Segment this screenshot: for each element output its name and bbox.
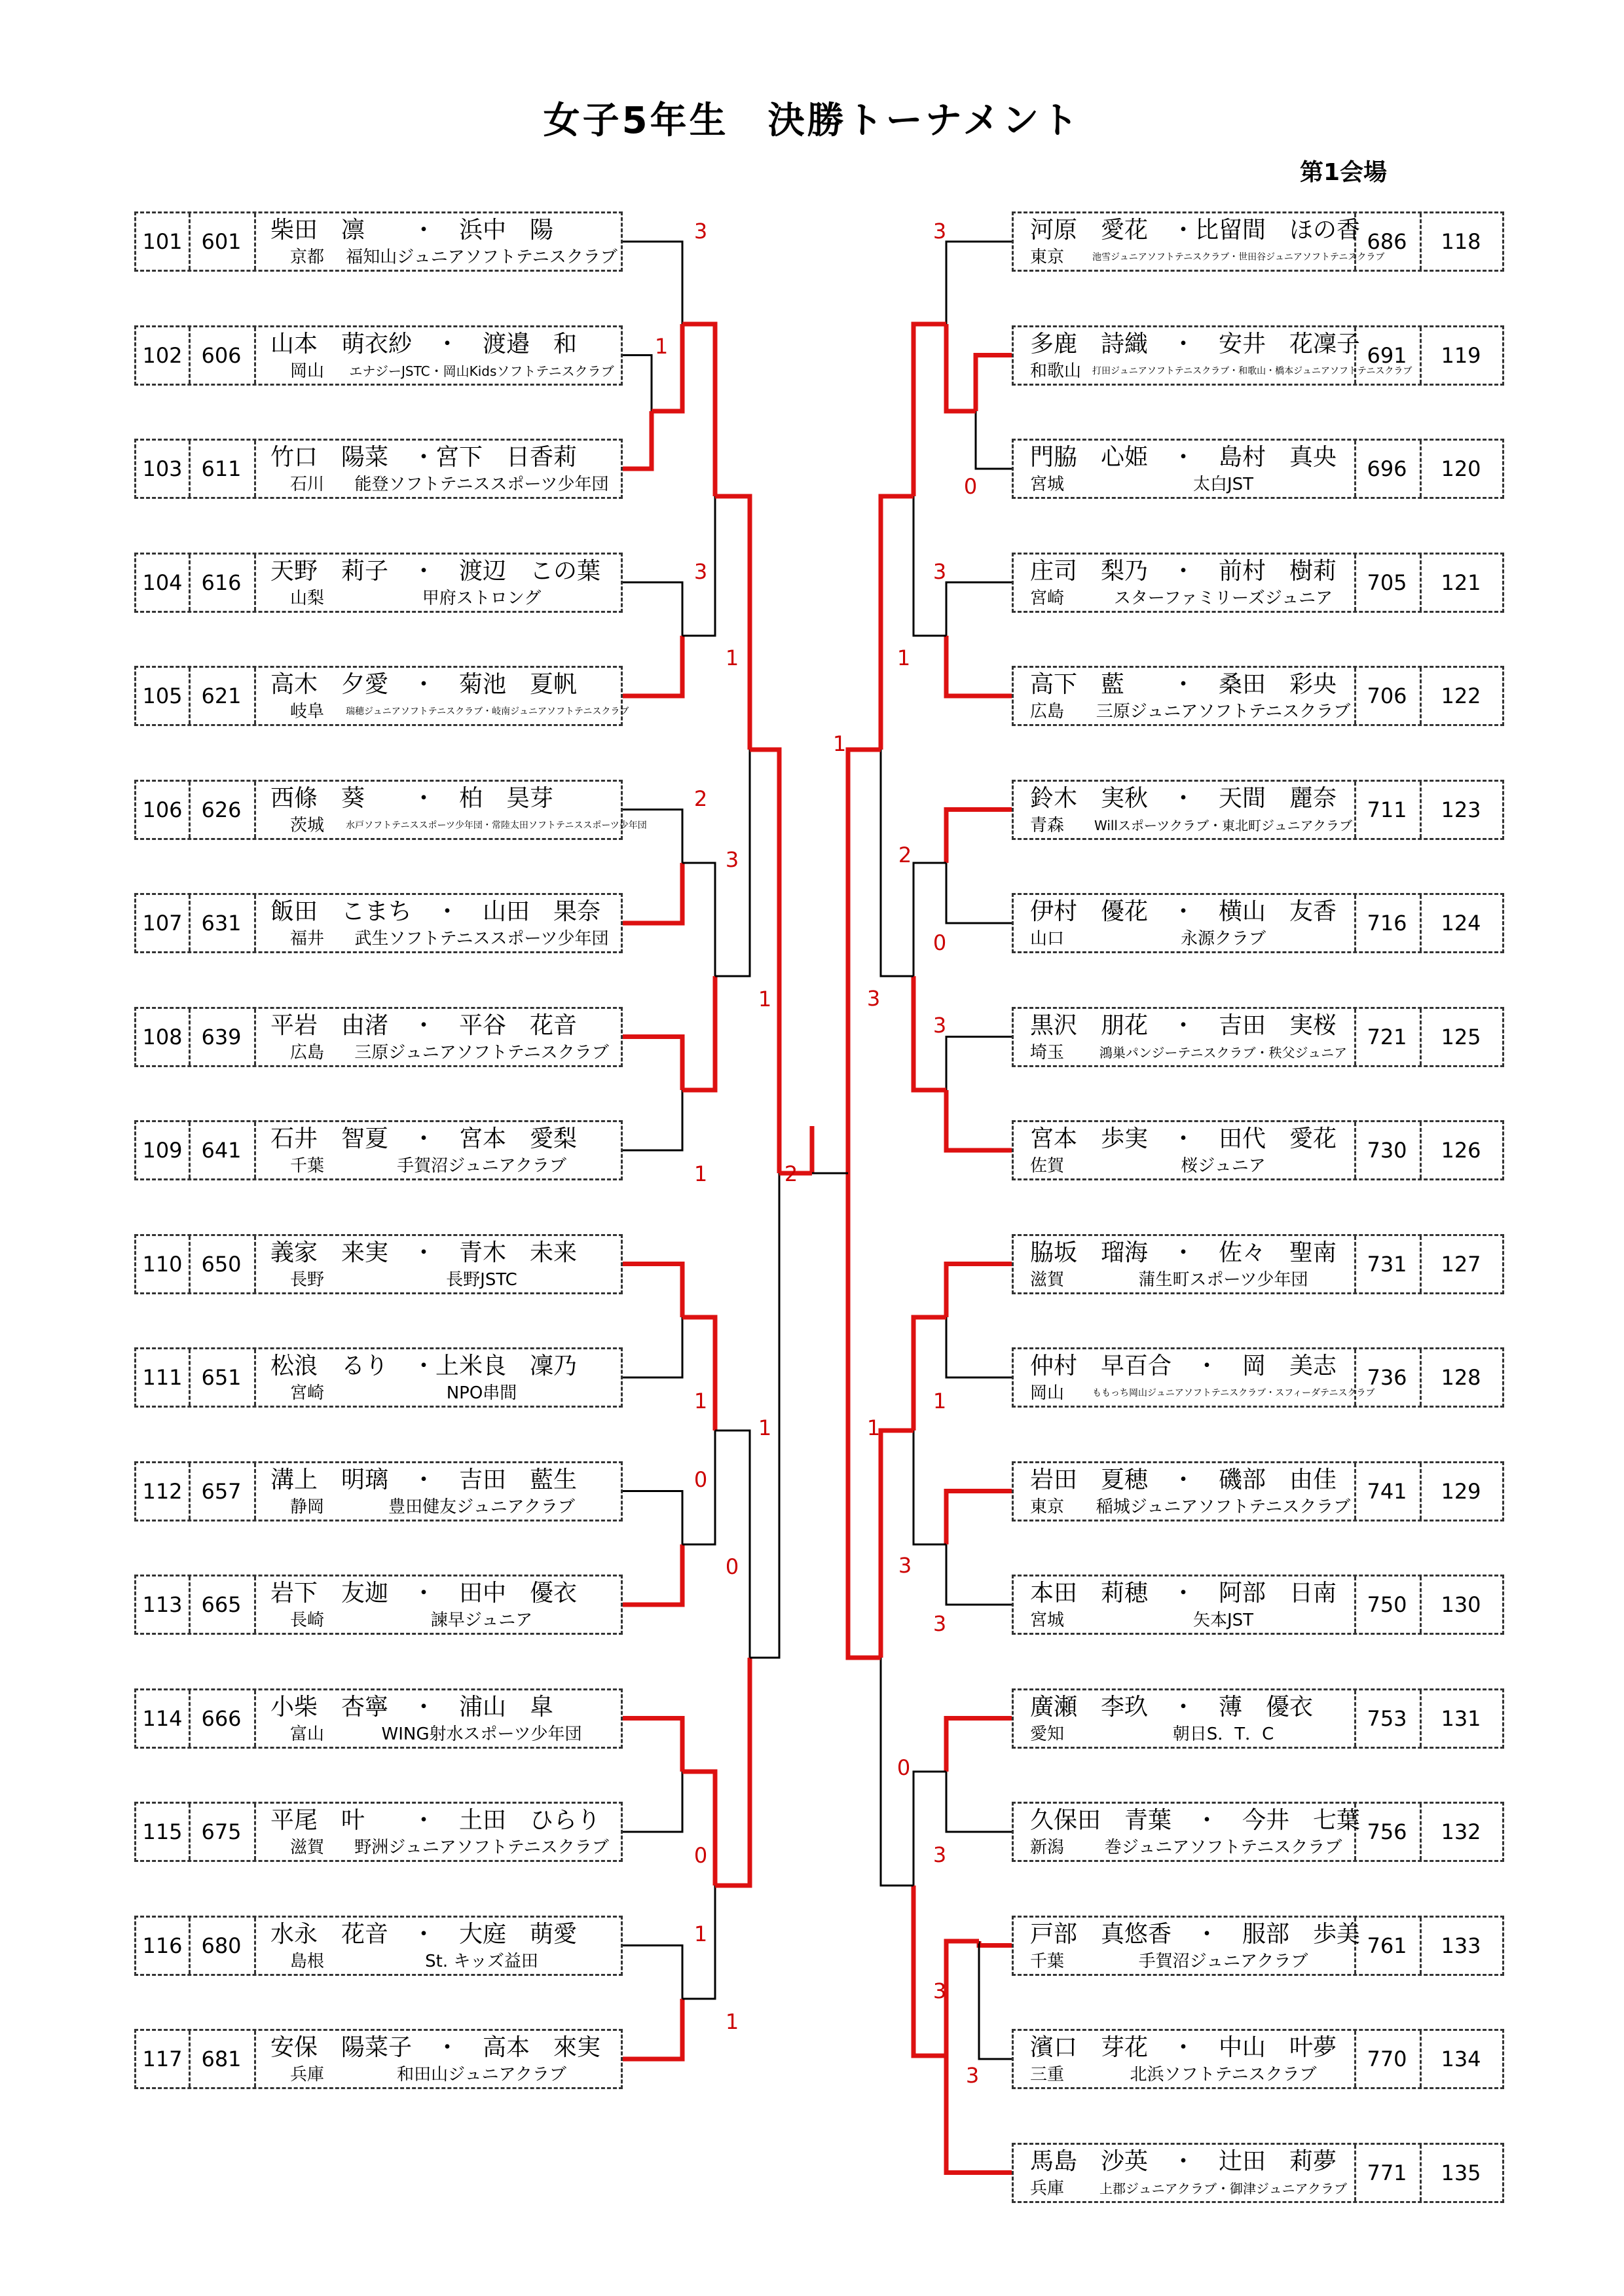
bracket-line xyxy=(946,1544,1012,1605)
score-l106: 2 xyxy=(693,786,708,811)
player-names: 安保 陽菜子 ・ 高本 來実 xyxy=(270,2034,601,2061)
club-name: 瑞穂ジュニアソフトテニスクラブ・岐南ジュニアソフトテニスクラブ xyxy=(346,706,629,717)
player-names: 柴田 凛 ・ 浜中 陽 xyxy=(270,217,554,244)
seed-number: 109 xyxy=(142,1138,183,1163)
winner-path xyxy=(623,1719,682,1772)
prefecture: 千葉 xyxy=(1030,1951,1065,1971)
winner-path xyxy=(946,636,1012,696)
winner-path xyxy=(946,1941,979,2056)
entry-code: 631 xyxy=(201,911,242,936)
winner-path xyxy=(848,750,881,1173)
prefecture: 宮城 xyxy=(1030,475,1065,494)
prefecture: 茨城 xyxy=(290,815,325,835)
seed-number: 132 xyxy=(1441,1819,1481,1844)
seed-number: 125 xyxy=(1441,1024,1481,1049)
club-name: 和田山ジュニアクラブ xyxy=(397,2065,566,2085)
score-r131: 3 xyxy=(898,1553,912,1578)
seed-number: 120 xyxy=(1441,456,1481,481)
seed-number: 133 xyxy=(1441,1933,1481,1958)
bracket-line xyxy=(623,355,652,412)
entry-code: 736 xyxy=(1367,1365,1407,1390)
prefecture: 東京 xyxy=(1030,247,1065,267)
score-r123: 1 xyxy=(832,731,847,756)
winner-path xyxy=(715,1658,750,1886)
club-name: 福知山ジュニアソフトテニスクラブ xyxy=(346,247,618,267)
entry-code: 730 xyxy=(1367,1138,1407,1163)
prefecture: 三重 xyxy=(1030,2065,1065,2085)
club-name: 打田ジュニアソフトテニスクラブ・和歌山・橋本ジュニアソフトテニスクラブ xyxy=(1092,365,1412,376)
seed-number: 102 xyxy=(142,342,183,368)
club-name: 野洲ジュニアソフトテニスクラブ xyxy=(354,1838,609,1857)
entry-code: 621 xyxy=(201,683,242,708)
entry-code: 696 xyxy=(1367,456,1407,481)
entry-code: 675 xyxy=(201,1819,242,1844)
seed-number: 126 xyxy=(1441,1138,1481,1163)
seed-number: 119 xyxy=(1441,342,1481,368)
score-r120: 0 xyxy=(963,474,978,499)
club-name: 三原ジュニアソフトテニスクラブ xyxy=(1096,702,1351,721)
score-l105: 1 xyxy=(725,646,739,670)
entry-code: 705 xyxy=(1367,570,1407,595)
winner-path xyxy=(881,496,913,750)
winner-path xyxy=(979,1941,1012,1946)
entry-code: 716 xyxy=(1367,911,1407,936)
entry-code: 771 xyxy=(1367,2160,1407,2185)
entry-code: 665 xyxy=(201,1592,242,1617)
player-names: 溝上 明璃 ・ 吉田 藍生 xyxy=(270,1466,578,1493)
player-names: 山本 萌衣紗 ・ 渡邉 和 xyxy=(270,330,578,357)
entry-code: 753 xyxy=(1367,1705,1407,1731)
entry-code: 666 xyxy=(201,1705,242,1731)
club-name: 池雪ジュニアソフトテニスクラブ・世田谷ジュニアソフトテニスクラブ xyxy=(1092,252,1385,263)
winner-path xyxy=(623,1037,682,1091)
entry-code: 606 xyxy=(201,342,242,368)
score-r121: 3 xyxy=(932,559,947,584)
seed-number: 107 xyxy=(142,911,183,936)
entry-code: 680 xyxy=(201,1933,242,1958)
prefecture: 宮崎 xyxy=(1030,588,1065,608)
score-final: 2 xyxy=(784,1161,798,1186)
entry-code: 770 xyxy=(1367,2047,1407,2071)
winner-path xyxy=(682,1317,715,1430)
winner-path xyxy=(682,976,715,1090)
prefecture: 石川 xyxy=(290,475,325,494)
bracket-line xyxy=(715,1430,750,1658)
prefecture: 佐賀 xyxy=(1030,1156,1065,1176)
prefecture: 山口 xyxy=(1030,929,1065,949)
score-r126: 3 xyxy=(932,1013,947,1038)
winner-path xyxy=(623,1544,682,1605)
prefecture: 新潟 xyxy=(1030,1838,1065,1857)
club-name: NPO串間 xyxy=(446,1383,517,1403)
prefecture: 福井 xyxy=(290,929,325,949)
winner-path xyxy=(750,750,779,1173)
prefecture: 宮城 xyxy=(1030,1611,1065,1630)
winner-path xyxy=(946,324,976,411)
seed-number: 128 xyxy=(1441,1365,1481,1390)
prefecture: 京都 xyxy=(290,247,325,267)
prefecture: 宮崎 xyxy=(290,1383,325,1403)
score-l101: 3 xyxy=(693,219,708,244)
page-title: 女子5年生 決勝トーナメント xyxy=(543,100,1081,142)
bracket-line xyxy=(946,583,1012,636)
bracket-line xyxy=(946,1317,1012,1377)
entry-code: 601 xyxy=(201,229,242,254)
player-names: 濱口 芽花 ・ 中山 叶夢 xyxy=(1030,2034,1337,2061)
winner-path xyxy=(881,1430,913,1658)
entry-code: 741 xyxy=(1367,1478,1407,1504)
score-r129: 1 xyxy=(866,1415,881,1440)
entry-code: 706 xyxy=(1367,683,1407,708)
player-names: 仲村 早百合 ・ 岡 美志 xyxy=(1030,1353,1337,1379)
club-name: 永源クラブ xyxy=(1180,929,1266,949)
prefecture: 滋賀 xyxy=(290,1838,325,1857)
club-name: 蒲生町スポーツ少年団 xyxy=(1138,1269,1308,1290)
club-name: 甲府ストロング xyxy=(422,588,542,608)
score-l114: 1 xyxy=(758,1415,772,1440)
winner-path xyxy=(623,1999,682,2059)
seed-number: 123 xyxy=(1441,797,1481,822)
bracket-line xyxy=(913,1772,946,1886)
score-r125: 0 xyxy=(932,930,947,955)
entry-code: 616 xyxy=(201,570,242,595)
winner-path xyxy=(623,863,682,923)
player-names: 門脇 心姫 ・ 島村 真央 xyxy=(1030,444,1337,471)
player-names: 本田 莉穂 ・ 阿部 日南 xyxy=(1030,1580,1337,1607)
entry-code: 657 xyxy=(201,1478,242,1504)
club-name: 豊田健友ジュニアクラブ xyxy=(388,1497,575,1517)
club-name: 諫早ジュニア xyxy=(430,1611,533,1630)
player-names: 岩田 夏穂 ・ 磯部 由佳 xyxy=(1030,1466,1337,1493)
prefecture: 長崎 xyxy=(290,1611,325,1630)
player-names: 廣瀬 李玖 ・ 薄 優衣 xyxy=(1030,1693,1314,1721)
prefecture: 富山 xyxy=(290,1724,325,1744)
entry-code: 641 xyxy=(201,1138,242,1163)
seed-number: 129 xyxy=(1441,1478,1481,1504)
club-name: ももっち岡山ジュニアソフトテニスクラブ・スフィーダテニスクラブ xyxy=(1092,1388,1375,1398)
seed-number: 101 xyxy=(142,229,183,254)
score-l111: 1 xyxy=(693,1389,708,1413)
seed-number: 112 xyxy=(142,1478,183,1504)
seed-number: 110 xyxy=(142,1251,183,1277)
player-names: 多鹿 詩織 ・ 安井 花凜子 xyxy=(1030,330,1361,357)
score-l115: 0 xyxy=(693,1843,708,1868)
bracket-lines xyxy=(623,242,1012,2173)
winner-path xyxy=(946,1090,1012,1150)
winner-path xyxy=(623,1264,682,1318)
bracket-line xyxy=(946,1037,1012,1091)
entry-code: 721 xyxy=(1367,1024,1407,1049)
bracket-line xyxy=(623,1946,682,1999)
player-names: 黒沢 朋花 ・ 吉田 実桜 xyxy=(1030,1011,1337,1039)
score-l112: 0 xyxy=(693,1467,708,1492)
entry-code: 711 xyxy=(1367,797,1407,822)
prefecture: 岡山 xyxy=(1030,1383,1065,1403)
score-l107: 3 xyxy=(725,847,739,872)
prefecture: 兵庫 xyxy=(1030,2178,1065,2198)
entry-code: 761 xyxy=(1367,1933,1407,1958)
seed-number: 115 xyxy=(142,1819,183,1844)
club-name: 三原ジュニアソフトテニスクラブ xyxy=(354,1042,609,1063)
prefecture: 青森 xyxy=(1030,815,1065,835)
winner-path xyxy=(715,496,750,750)
prefecture: 愛知 xyxy=(1030,1724,1065,1744)
bracket-line xyxy=(976,411,1012,469)
club-name: 鴻巣パンジーテニスクラブ・秩父ジュニア xyxy=(1099,1044,1348,1061)
club-name: 手賀沼ジュニアクラブ xyxy=(397,1156,566,1176)
player-names: 鈴木 実秋 ・ 天間 麗奈 xyxy=(1030,784,1337,812)
player-names: 高木 夕愛 ・ 菊池 夏帆 xyxy=(270,671,578,698)
entry-code: 626 xyxy=(201,797,242,822)
player-names: 宮本 歩実 ・ 田代 愛花 xyxy=(1030,1125,1337,1152)
prefecture: 千葉 xyxy=(290,1156,325,1176)
club-name: St. キッズ益田 xyxy=(425,1951,538,1971)
club-name: WING射水スポーツ少年団 xyxy=(381,1724,582,1744)
player-names: 天野 莉子 ・ 渡辺 この葉 xyxy=(270,557,601,585)
club-name: 北浜ソフトテニスクラブ xyxy=(1130,2065,1317,2085)
winner-path xyxy=(976,355,1012,412)
player-names: 竹口 陽菜 ・宮下 日香莉 xyxy=(270,444,578,471)
bracket-line xyxy=(946,1772,1012,1832)
club-name: 長野JSTC xyxy=(446,1269,517,1290)
winner-path xyxy=(946,810,1012,864)
seed-number: 130 xyxy=(1441,1592,1481,1617)
seed-number: 114 xyxy=(142,1705,183,1731)
player-names: 高下 藍 ・ 桑田 彩央 xyxy=(1030,671,1337,698)
seed-number: 135 xyxy=(1441,2160,1481,2185)
club-name: 武生ソフトテニススポーツ少年団 xyxy=(354,929,609,949)
seed-number: 121 xyxy=(1441,570,1481,595)
club-name: スターファミリーズジュニア xyxy=(1113,588,1333,608)
entry-code: 691 xyxy=(1367,342,1407,368)
prefecture: 岡山 xyxy=(290,361,325,381)
player-names: 西條 葵 ・ 柏 昊芽 xyxy=(270,784,554,812)
bracket-line xyxy=(623,1090,682,1150)
prefecture: 静岡 xyxy=(290,1497,325,1517)
score-l117: 1 xyxy=(725,2009,739,2034)
score-l104: 3 xyxy=(693,559,708,584)
player-names: 平岩 由渚 ・ 平谷 花音 xyxy=(270,1011,578,1039)
player-names: 庄司 梨乃 ・ 前村 樹莉 xyxy=(1030,557,1337,585)
club-name: 水戸ソフトテニススポーツ少年団・常陸太田ソフトテニススポーツ少年団 xyxy=(346,820,647,831)
winner-path xyxy=(682,324,715,496)
winner-path xyxy=(913,324,946,496)
player-names: 石井 智夏 ・ 宮本 愛梨 xyxy=(270,1125,578,1152)
bracket-line xyxy=(623,242,682,324)
player-names: 松浪 るり ・上米良 凜乃 xyxy=(270,1353,578,1379)
score-r118: 3 xyxy=(932,219,947,244)
seed-number: 127 xyxy=(1441,1251,1481,1277)
seed-number: 104 xyxy=(142,570,183,595)
winner-path xyxy=(682,1772,715,1886)
score-l116: 1 xyxy=(693,1922,708,1946)
club-name: エナジーJSTC・岡山Kidsソフトテニスクラブ xyxy=(349,363,614,379)
prefecture: 滋賀 xyxy=(1030,1269,1065,1290)
seed-number: 103 xyxy=(142,456,183,481)
score-r133: 3 xyxy=(932,1842,947,1867)
bracket-line xyxy=(623,810,682,864)
player-names: 河原 愛花 ・比留間 ほの香 xyxy=(1030,217,1361,244)
bracket-line xyxy=(623,1491,682,1545)
bracket-line xyxy=(623,1317,682,1377)
entry-code: 639 xyxy=(201,1024,242,1049)
score-r132: 0 xyxy=(896,1755,911,1780)
score-r127: 3 xyxy=(866,986,881,1011)
score-l102: 1 xyxy=(654,334,669,359)
bracket-line xyxy=(913,1430,946,1544)
club-name: 能登ソフトテニススポーツ少年団 xyxy=(354,475,609,494)
winner-path xyxy=(623,636,682,696)
player-names: 義家 来実 ・ 青木 未来 xyxy=(270,1239,578,1266)
player-names: 小柴 杏寧 ・ 浦山 皐 xyxy=(270,1693,554,1721)
score-r128: 1 xyxy=(932,1389,947,1413)
prefecture: 山梨 xyxy=(290,588,325,608)
player-names: 伊村 優花 ・ 横山 友香 xyxy=(1030,898,1337,925)
seed-number: 122 xyxy=(1441,683,1481,708)
venue-label: 第1会場 xyxy=(1300,159,1388,186)
player-names: 久保田 青葉 ・ 今井 七葉 xyxy=(1030,1807,1361,1834)
seed-number: 108 xyxy=(142,1024,183,1049)
entry-code: 750 xyxy=(1367,1592,1407,1617)
winner-path xyxy=(946,1264,1012,1318)
score-r124: 2 xyxy=(898,843,912,867)
club-name: 手賀沼ジュニアクラブ xyxy=(1138,1951,1308,1971)
entry-code: 651 xyxy=(201,1365,242,1390)
bracket-scores xyxy=(655,219,979,2088)
score-l108: 1 xyxy=(758,987,772,1011)
prefecture: 和歌山 xyxy=(1030,361,1082,381)
prefecture: 兵庫 xyxy=(290,2065,325,2085)
score-r134: 3 xyxy=(965,2063,980,2088)
bracket-line xyxy=(682,863,715,976)
entry-code: 731 xyxy=(1367,1251,1407,1277)
seed-number: 124 xyxy=(1441,911,1481,936)
seed-number: 117 xyxy=(142,2047,183,2071)
winner-path xyxy=(913,1886,946,2056)
seed-number: 106 xyxy=(142,797,183,822)
seed-number: 118 xyxy=(1441,229,1481,254)
bracket-line xyxy=(913,863,946,976)
score-r135: 3 xyxy=(932,1978,947,2003)
bracket-line xyxy=(623,1772,682,1832)
prefecture: 島根 xyxy=(290,1951,325,1971)
entry-code: 756 xyxy=(1367,1819,1407,1844)
entry-code: 686 xyxy=(1367,229,1407,254)
bracket-line xyxy=(979,1941,1012,2059)
entry-code: 611 xyxy=(201,456,242,481)
winner-path xyxy=(946,1719,1012,1772)
club-name: 太白JST xyxy=(1192,475,1254,494)
player-names: 戸部 真悠香 ・ 服部 歩美 xyxy=(1030,1920,1361,1948)
seed-number: 105 xyxy=(142,683,183,708)
prefecture: 東京 xyxy=(1030,1497,1065,1517)
seed-number: 116 xyxy=(142,1933,183,1958)
score-l109: 1 xyxy=(693,1161,708,1186)
player-names: 飯田 こまち ・ 山田 果奈 xyxy=(270,898,601,925)
player-names: 水永 花音 ・ 大庭 萌愛 xyxy=(270,1920,578,1948)
prefecture: 広島 xyxy=(290,1042,325,1063)
player-names: 岩下 友迦 ・ 田中 優衣 xyxy=(270,1580,578,1607)
winner-path xyxy=(946,1491,1012,1545)
club-name: 上郡ジュニアクラブ・御津ジュニアクラブ xyxy=(1099,2180,1347,2196)
bracket-line xyxy=(946,242,1012,324)
club-name: 稲城ジュニアソフトテニスクラブ xyxy=(1096,1497,1351,1517)
club-name: 巻ジュニアソフトテニスクラブ xyxy=(1104,1838,1342,1857)
prefecture: 長野 xyxy=(290,1269,325,1290)
club-name: Willスポーツクラブ・東北町ジュニアクラブ xyxy=(1094,817,1352,833)
bracket-line xyxy=(623,583,682,636)
prefecture: 埼玉 xyxy=(1030,1042,1065,1063)
score-r130: 3 xyxy=(932,1611,947,1636)
player-names: 平尾 叶 ・ 土田 ひらり xyxy=(270,1807,601,1834)
entry-code: 650 xyxy=(201,1251,242,1277)
score-l113: 0 xyxy=(725,1554,739,1579)
entry-code: 681 xyxy=(201,2047,242,2071)
score-r122: 1 xyxy=(896,646,911,670)
seed-number: 113 xyxy=(142,1592,183,1617)
club-name: 桜ジュニア xyxy=(1181,1156,1266,1176)
bracket-line xyxy=(946,863,1012,923)
prefecture: 広島 xyxy=(1030,702,1065,721)
winner-path xyxy=(623,411,652,469)
seed-number: 131 xyxy=(1441,1705,1481,1731)
club-name: 矢本JST xyxy=(1192,1611,1254,1630)
seed-number: 111 xyxy=(142,1365,183,1390)
seed-number: 134 xyxy=(1441,2047,1481,2071)
prefecture: 岐阜 xyxy=(290,702,325,721)
player-names: 馬島 沙英 ・ 辻田 莉夢 xyxy=(1030,2147,1337,2175)
winner-path xyxy=(913,1317,946,1430)
club-name: 朝日S．T．C xyxy=(1172,1724,1274,1744)
player-names: 脇坂 瑠海 ・ 佐々 聖南 xyxy=(1030,1239,1337,1266)
